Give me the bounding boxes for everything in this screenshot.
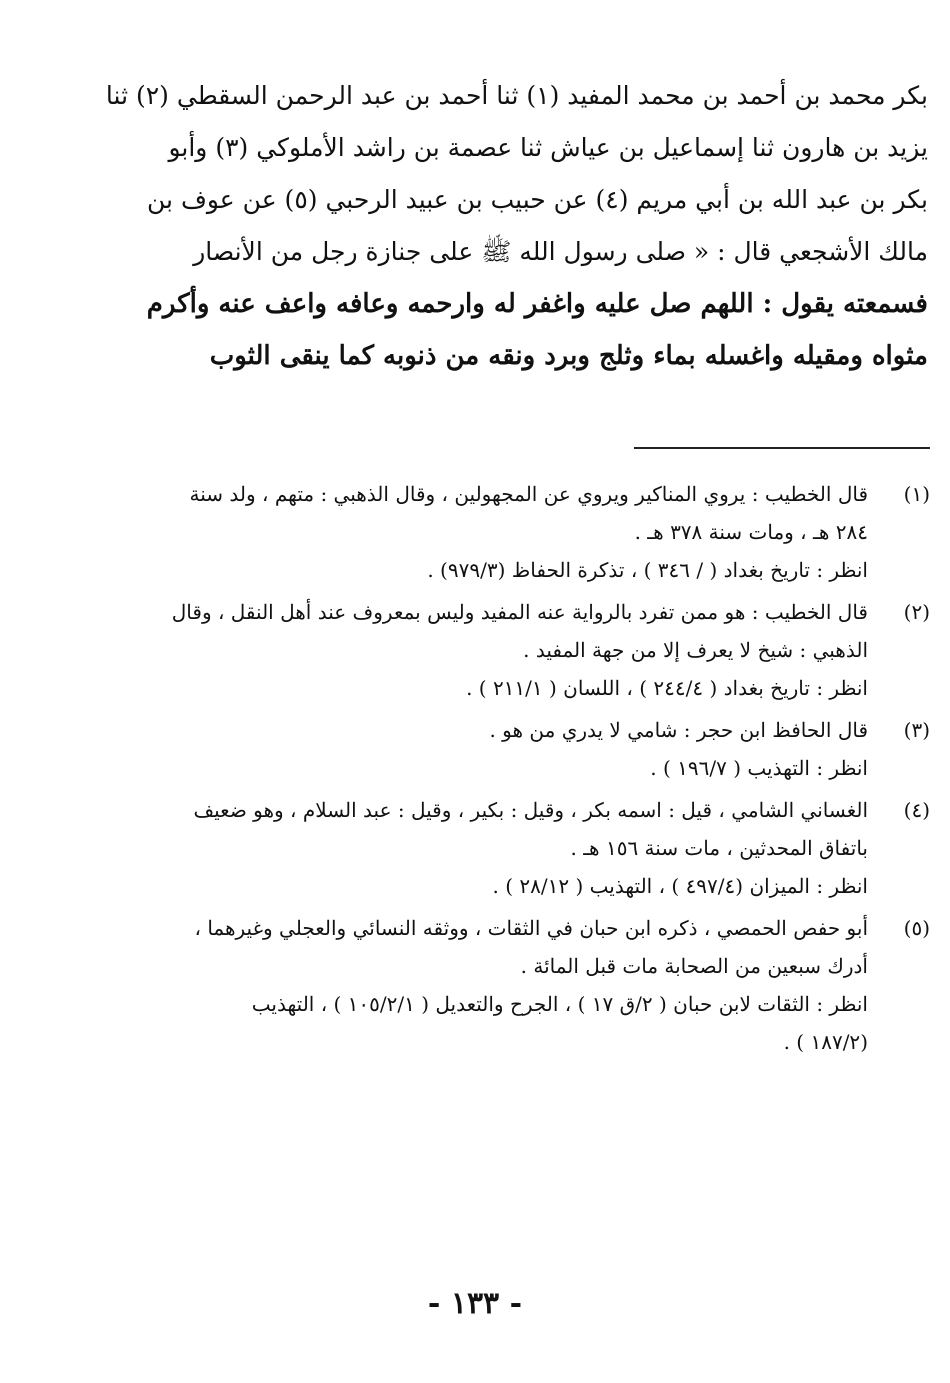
footnote-3 — [150, 711, 930, 787]
footnote-line: (١٨٧/٢ ) . — [783, 1030, 868, 1054]
footnote-line: باتفاق المحدثين ، مات سنة ١٥٦ هـ . — [570, 836, 868, 860]
footnote-body — [150, 593, 868, 707]
footnote-body — [150, 909, 868, 1061]
main-text-line: مالك الأشجعي قال : « صلى رسول الله ﷺ على جنازة رجل من الأنصار — [193, 237, 928, 266]
footnote-body — [150, 711, 868, 787]
footnote-line: انظر : الثقات لابن حبان ( ٢/ق ١٧ ) ، الجرح والتعديل ( ١٠٥/٢/١ ) ، التهذيب — [251, 992, 868, 1016]
main-text-bold-line: مثواه ومقيله واغسله بماء وثلج وبرد ونقه من ذنوبه كما ينقى الثوب — [209, 341, 928, 371]
footnote-body — [150, 791, 868, 905]
main-text-line: بكر محمد بن أحمد بن محمد المفيد (١) ثنا أحمد بن عبد الرحمن السقطي (٢) ثنا — [105, 81, 928, 110]
footnote-5 — [150, 909, 930, 1061]
footnote-line: ٢٨٤ هـ ، ومات سنة ٣٧٨ هـ . — [634, 520, 868, 544]
footnote-number: (٢) — [903, 600, 930, 624]
footnote-separator — [634, 447, 930, 449]
main-text-line: يزيد بن هارون ثنا إسماعيل بن عياش ثنا عصمة بن راشد الأملوكي (٣) وأبو — [168, 133, 928, 162]
footnote-line: الغساني الشامي ، قيل : اسمه بكر ، وقيل : بكير ، وقيل : عبد السلام ، وهو ضعيف — [193, 798, 868, 822]
footnote-line: انظر : التهذيب ( ١٩٦/٧ ) . — [650, 756, 868, 780]
footnote-4 — [150, 791, 930, 905]
footnote-number: (٥) — [903, 916, 930, 940]
footnote-line: انظر : تاريخ بغداد ( / ٣٤٦ ) ، تذكرة الحفاظ (٩٧٩/٣) . — [427, 558, 868, 582]
footnote-line: قال الحافظ ابن حجر : شامي لا يدري من هو . — [489, 718, 868, 742]
footnote-number: (٤) — [903, 798, 930, 822]
main-text-block — [105, 70, 928, 382]
footnote-line: الذهبي : شيخ لا يعرف إلا من جهة المفيد . — [523, 638, 868, 662]
page-number: - ١٣٣ - — [427, 1286, 523, 1321]
footnote-line: أبو حفص الحمصي ، ذكره ابن حبان في الثقات ، ووثقه النسائي والعجلي وغيرهما ، — [194, 916, 868, 940]
footnote-line: انظر : تاريخ بغداد ( ٢٤٤/٤ ) ، اللسان ( ٢١١/١ ) . — [466, 676, 868, 700]
main-text-line: بكر بن عبد الله بن أبي مريم (٤) عن حبيب بن عبيد الرحبي (٥) عن عوف بن — [147, 185, 928, 214]
footnote-line: انظر : الميزان (٤٩٧/٤ ) ، التهذيب ( ٢٨/١٢ ) . — [492, 874, 868, 898]
footnote-line: أدرك سبعين من الصحابة مات قبل المائة . — [520, 954, 868, 978]
footnotes-section — [150, 475, 930, 1065]
main-text-bold-line: فسمعته يقول : اللهم صل عليه واغفر له وارحمه وعافه واعف عنه وأكرم — [146, 289, 928, 319]
footnote-line: قال الخطيب : هو ممن تفرد بالرواية عنه المفيد وليس بمعروف عند أهل النقل ، وقال — [171, 600, 868, 624]
footnote-line: قال الخطيب : يروي المناكير ويروي عن المجهولين ، وقال الذهبي : متهم ، ولد سنة — [189, 482, 868, 506]
footnote-body — [150, 475, 868, 589]
footnote-1 — [150, 475, 930, 589]
footnote-2 — [150, 593, 930, 707]
footnote-number: (١) — [903, 482, 930, 506]
footnote-number: (٣) — [903, 718, 930, 742]
